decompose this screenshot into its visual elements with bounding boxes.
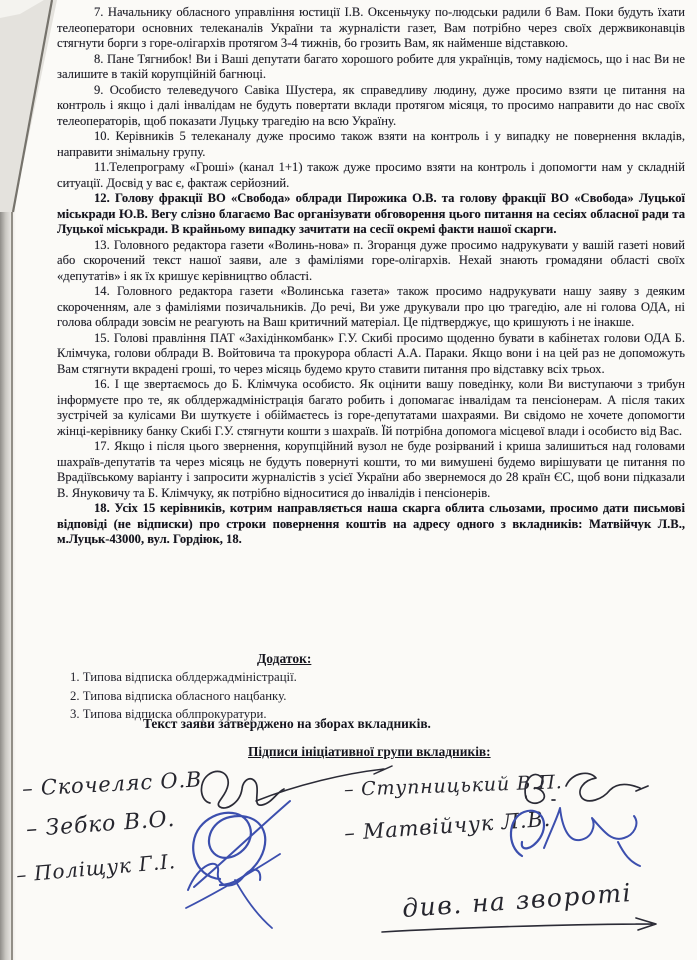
signature-name-zebko: – Зебко В.О. xyxy=(25,806,177,843)
signatures-heading: Підписи ініціативної групи вкладників: xyxy=(248,744,491,759)
document-text xyxy=(57,5,685,660)
document-paragraph: 16. І ще звертаємось до Б. Клімчука особисто. Як оцінити вашу поведінку, коли Ви виступаючи з трибун інформуєте про те, як облдержадміністрація багато робить і допомагає інвалідам та пенсіонерам. А після таких зустрічей за кулісами Ви шуткуєте і обіймаєтесь із горе-депутатами шахраями. Ви свідомо не хочете допомогти жінці-керівнику банку Скибі Г.У. стягнути кошти з шахраїв. Їй потрібна допомога місцевої влади і особисто від Вас. xyxy=(57,377,685,438)
appendix-item: 1. Типова відписка облдержадміністрації. xyxy=(70,670,297,684)
document-paragraph: 17. Якщо і після цього звернення, корупційний вузол не буде розірваний і криша залишиться над головами шахраїв-депутатів та через місяць не будуть повернуті кошти, то ми вимушені будемо вирішувати це питання по Врадіївському варіанту і запросити журналістів з усієї України або звернемося до 28 країн ЄС, щоб вони підказали В. Януковичу та Б. Клімчуку, як потрібно відноситися до інвалідів і пенсіонерів. xyxy=(57,439,685,500)
signature-flourish-matviichuk xyxy=(500,798,650,873)
document-paragraph: 18. Усіх 15 керівників, котрим направляється наша скарга облита сльозами, просимо дати письмові відповіді (не відписки) про строки повернення коштів на адресу одного з вкладників: Матвійчук Л.В., м.Луцьк-43000, вул. Гордіюк, 18. xyxy=(57,501,685,546)
appendix-title: Додаток: xyxy=(257,651,312,666)
appendix-item: 3. Типова відписка облпрокуратури. xyxy=(70,707,267,721)
see-reverse-arrow xyxy=(380,916,672,940)
document-paragraph: 8. Пане Тягнибок! Ви і Ваші депутати багато хорошого робите для українців, тому надіємось, що і нас Ви не залишите в такій корупційній багнюці. xyxy=(57,51,685,81)
document-paragraph: 15. Голові правління ПАТ «Західінкомбанк» Г.У. Скибі просимо щоденно бувати в кабінетах голови ОДА Б. Клімчука, голови облради В. Войтовича та прокурора області А.А. Параки. Якщо вони і на цей раз не допоможуть Вам стягнути вкрадені гроші, то через місяць будемо круто ставити питання про відставку всіх трьох. xyxy=(57,330,685,376)
document-paragraph: 13. Головного редактора газети «Волинь-нова» п. Згоранця дуже просимо надрукувати у вашій газеті новий або скорочений текст нашої заяви, але з фаміліями горе-олігархів. Нехай знають громадяни області своїх «депутатів» і як їх кришує керівництво області. xyxy=(57,237,685,283)
scan-corner-fold xyxy=(0,0,62,216)
signature-name-polishchuk: – Поліщук Г.І. xyxy=(15,849,177,887)
signature-name-stupnytskyi: – Ступницький В.П. xyxy=(343,771,563,801)
document-paragraph: 14. Головного редактора газети «Волинська газета» також просимо надрукувати нашу заяву з деяким скороченням, але з фаміліями позичальників. До речі, Ви уже друкували про цю трагедію, але ні голова ОДА, ні голова облради зовсім не реагують на Ваш критичний матеріал. Це підтверджує, що кришують і не інакше. xyxy=(57,284,685,329)
document-paragraph: 10. Керівників 5 телеканалу дуже просимо також взяти на контроль і у випадку не повернення вкладів, направити знімальну групу. xyxy=(57,129,685,159)
scan-left-edge-line xyxy=(11,200,13,960)
appendix-section xyxy=(57,650,685,724)
document-paragraph: 7. Начальнику обласного управління юстиції І.В. Оксеньчуку по-людськи радили б Вам. Поки будуть їхати телеоператори основних телеканалів України та журналісти газет, Вам потрібно через своїх держвиконавців стягнути борги з горе-олігархів протягом 3-4 тижнів, бо грозить Вам, як найменше відставкою. xyxy=(57,5,685,50)
signature-name-skochelias: – Скочеляс О.В xyxy=(21,767,203,801)
signature-flourish-polishchuk xyxy=(180,842,295,934)
approval-line: Текст заяви затверджено на зборах вкладників. xyxy=(143,716,431,731)
document-paragraph: 12. Голову фракції ВО «Свобода» облради Пирожика О.В. та голову фракції ВО «Свобода» Луцької міськради Ю.В. Вегу слізно благаємо Вас організувати обговорення цього питання на сесіях обласної ради та Луцької міськради. В крайньому випадку зачитати на сесії окремі факти нашої скарги. xyxy=(57,191,685,236)
document-paragraph: 9. Особисто телеведучого Савіка Шустера, як справедливу людину, дуже просимо взяти це питання на контроль і якщо і далі інвалідам не будуть повертати вклади протягом місяця, то просимо направити до нас своїх телеоператорів, щоб показати Луцьку трагедію на всю Україну. xyxy=(57,82,685,128)
document-paragraph: 11.Телепрограму «Гроші» (канал 1+1) також дуже просимо взяти на контроль і допомогти нам у складній ситуації. Досвід у вас є, фактаж серйозний. xyxy=(57,160,685,190)
handwritten-note: див. на звороті xyxy=(401,878,633,923)
appendix-item: 2. Типова відписка обласного нацбанку. xyxy=(70,688,287,703)
signature-name-matviichuk: – Матвійчук Л.В. xyxy=(343,806,552,846)
